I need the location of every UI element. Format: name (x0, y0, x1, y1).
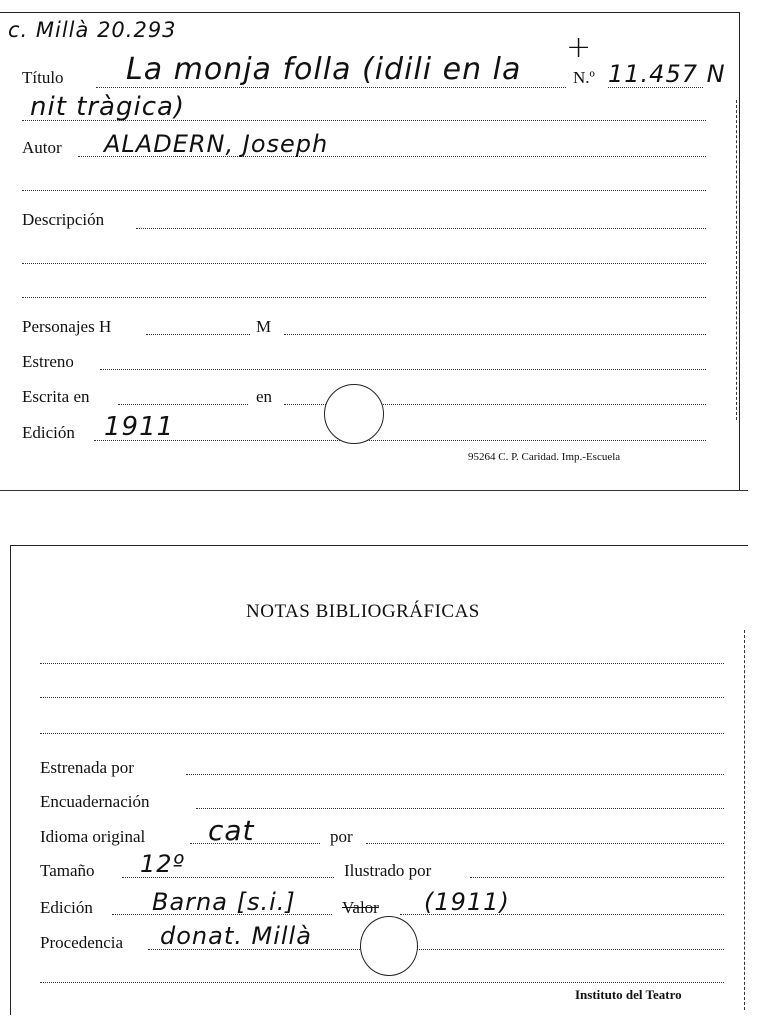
estrenada-line (186, 774, 724, 775)
notas-line-2 (40, 697, 724, 698)
card-separator (0, 490, 748, 491)
tamano-label: Tamaño (40, 861, 95, 880)
estrenada-label: Estrenada por (40, 758, 134, 777)
punch-hole-top (324, 384, 384, 444)
escrita-label: Escrita en (22, 387, 90, 406)
card-back-right-edge (744, 630, 745, 1010)
procedencia-label: Procedencia (40, 933, 124, 952)
bottom-line (40, 982, 724, 983)
personajes-h-line (146, 334, 250, 335)
personajes-m-label: M (256, 317, 272, 336)
header-note: c. Millà 20.293 (8, 18, 177, 42)
edicion-value: 1911 (104, 412, 175, 442)
escrita-en-label: en (256, 387, 273, 406)
estreno-line (100, 369, 706, 370)
idioma-por-label: por (330, 827, 353, 846)
institution-label: Instituto del Teatro (575, 987, 682, 1002)
idioma-por-line (366, 843, 724, 844)
personajes-label: Personajes H (22, 317, 112, 336)
estreno-label: Estreno (22, 352, 74, 371)
cross-mark: + (566, 30, 593, 65)
edicion-label: Edición (22, 423, 75, 442)
personajes-m-line (284, 334, 706, 335)
printer-note: 95264 C. P. Caridad. Imp.-Escuela (468, 451, 621, 463)
titulo-value-2: nit tràgica) (30, 92, 186, 122)
escrita-line (118, 404, 248, 405)
autor-label: Autor (22, 138, 62, 157)
numero-value: 11.457 N (608, 60, 726, 88)
descripcion-line-1 (136, 228, 706, 229)
notas-line-3 (40, 733, 724, 734)
descripcion-line-2 (22, 263, 706, 264)
autor-value: ALADERN, Joseph (104, 130, 329, 158)
numero-label: N.º (573, 68, 595, 87)
ilustrado-label: Ilustrado por (344, 861, 432, 880)
ilustrado-line (470, 877, 724, 878)
edicion-back-value: Barna [s.i.] (152, 888, 296, 916)
edicion-line (94, 440, 706, 441)
notas-heading: NOTAS BIBLIOGRÁFICAS (246, 601, 480, 622)
descripcion-label: Descripción (22, 210, 105, 229)
idioma-value: cat (208, 814, 255, 847)
punch-hole-bottom (360, 916, 418, 976)
descripcion-line-3 (22, 297, 706, 298)
notas-line-1 (40, 663, 724, 664)
edicion-back-label: Edición (40, 898, 93, 917)
valor-label: Valor (342, 898, 379, 917)
encuadernacion-line (196, 808, 724, 809)
blank-line-1 (22, 190, 706, 191)
titulo-label: Título (22, 68, 64, 87)
titulo-value-1: La monja folla (idili en la (126, 52, 522, 87)
tamano-value: 12º (140, 850, 185, 878)
valor-value: (1911) (424, 888, 510, 916)
procedencia-value: donat. Millà (160, 922, 312, 950)
idioma-label: Idioma original (40, 827, 146, 846)
card-right-edge (736, 100, 737, 420)
titulo-line-1 (96, 87, 566, 88)
encuadernacion-label: Encuadernación (40, 792, 150, 811)
